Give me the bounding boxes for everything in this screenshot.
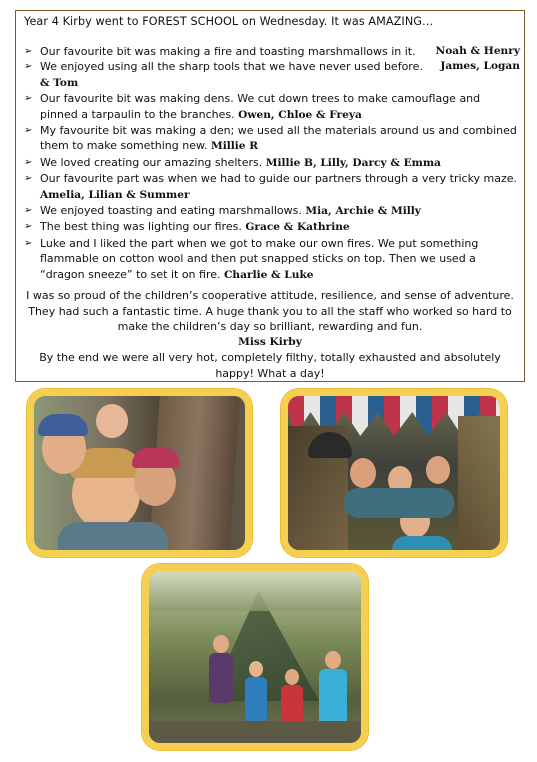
photo-children-in-den	[281, 389, 507, 557]
arrow-bullet-icon: ➢	[24, 156, 33, 168]
list-item: ➢ Our favourite part was when we had to guide our partners through a very tricky maze. Amelia, Lilian & Summer	[24, 172, 518, 201]
pupil-names: Grace & Kathrine	[245, 221, 350, 234]
ground	[149, 721, 368, 750]
child-face	[285, 669, 299, 685]
child-face	[96, 404, 128, 438]
arrow-bullet-icon: ➢	[24, 173, 33, 185]
pupil-names: Millie R	[210, 140, 259, 153]
arrow-bullet-icon: ➢	[24, 46, 33, 57]
list-item: ➢ We loved creating our amazing shelters. Millie B, Lilly, Darcy & Emma	[24, 155, 441, 169]
clothing	[319, 669, 347, 727]
pupil-names: Amelia, Lilian & Summer	[40, 188, 190, 201]
list-item: ➢ We enjoyed using all the sharp tools that we have never used before. James, Logan & Tom	[24, 60, 520, 89]
pupil-names: & Tom	[40, 76, 79, 89]
arrow-bullet-icon: ➢	[24, 221, 33, 233]
child-face	[213, 635, 229, 653]
child-face	[426, 456, 450, 484]
arrow-bullet-icon: ➢	[24, 237, 33, 249]
clothing	[344, 488, 454, 518]
clothing	[209, 653, 233, 703]
closing-message: I was so proud of the children’s cooperative attitude, resilience, and sense of adventure. They had such a fantastic time. A huge thank you to all the staff who worked so hard to make the children’s day so brilliant, rewarding and fun. Miss Kirby By the end we were all very hot, completely filthy, totally exhausted and absolutely happy! What a day!	[20, 288, 520, 382]
child-face	[249, 661, 263, 677]
arrow-bullet-icon: ➢	[24, 93, 33, 105]
arrow-bullet-icon: ➢	[24, 125, 33, 137]
den-branches	[458, 416, 507, 557]
cap	[38, 414, 88, 436]
arrow-bullet-icon: ➢	[24, 205, 33, 217]
newsletter-box	[15, 10, 525, 382]
list-item: ➢ We enjoyed toasting and eating marshmallows. Mia, Archie & Milly	[24, 204, 421, 218]
newsletter-heading: Year 4 Kirby went to FOREST SCHOOL on Wednesday. It was AMAZING…	[24, 15, 434, 28]
list-item: ➢ Luke and I liked the part when we got to make our own fires. We put something flammable on cotton wool and then put snapped sticks on top. Then we used a “dragon sneeze” to set it on fire. Charlie & Luke	[24, 236, 479, 281]
pupil-names: Millie B, Lilly, Darcy & Emma	[265, 156, 441, 169]
pupil-names: Charlie & Luke	[224, 268, 314, 281]
pupil-names: James, Logan	[440, 60, 520, 73]
list-item: ➢ Our favourite bit was making dens. We cut down trees to make camouflage and pinned a tarpaulin to the branches. Owen, Chloe & Freya	[24, 92, 481, 121]
child-face	[350, 458, 376, 488]
tree-branches	[149, 571, 368, 611]
list-item: ➢ The best thing was lighting our fires. Grace & Kathrine	[24, 220, 350, 234]
cap	[132, 448, 180, 468]
teacher-signature: Miss Kirby	[238, 335, 302, 348]
clothing	[58, 522, 168, 557]
photo-children-by-shelter	[142, 564, 368, 750]
arrow-bullet-icon: ➢	[24, 61, 33, 73]
clothing	[392, 536, 452, 557]
pupil-names: Noah & Henry	[435, 45, 520, 57]
list-item: ➢ Our favourite bit was making a fire and toasting marshmallows in it. Noah & Henry	[24, 45, 520, 58]
pupil-names: Mia, Archie & Milly	[305, 205, 421, 218]
clothing	[245, 677, 267, 723]
quote-list	[22, 44, 522, 283]
pupil-names: Owen, Chloe & Freya	[238, 108, 362, 121]
child-face	[325, 651, 341, 669]
photo-children-hugging-tree	[27, 389, 252, 557]
list-item: ➢ My favourite bit was making a den; we used all the materials around us and combined them to make something new. Millie R	[24, 124, 517, 153]
